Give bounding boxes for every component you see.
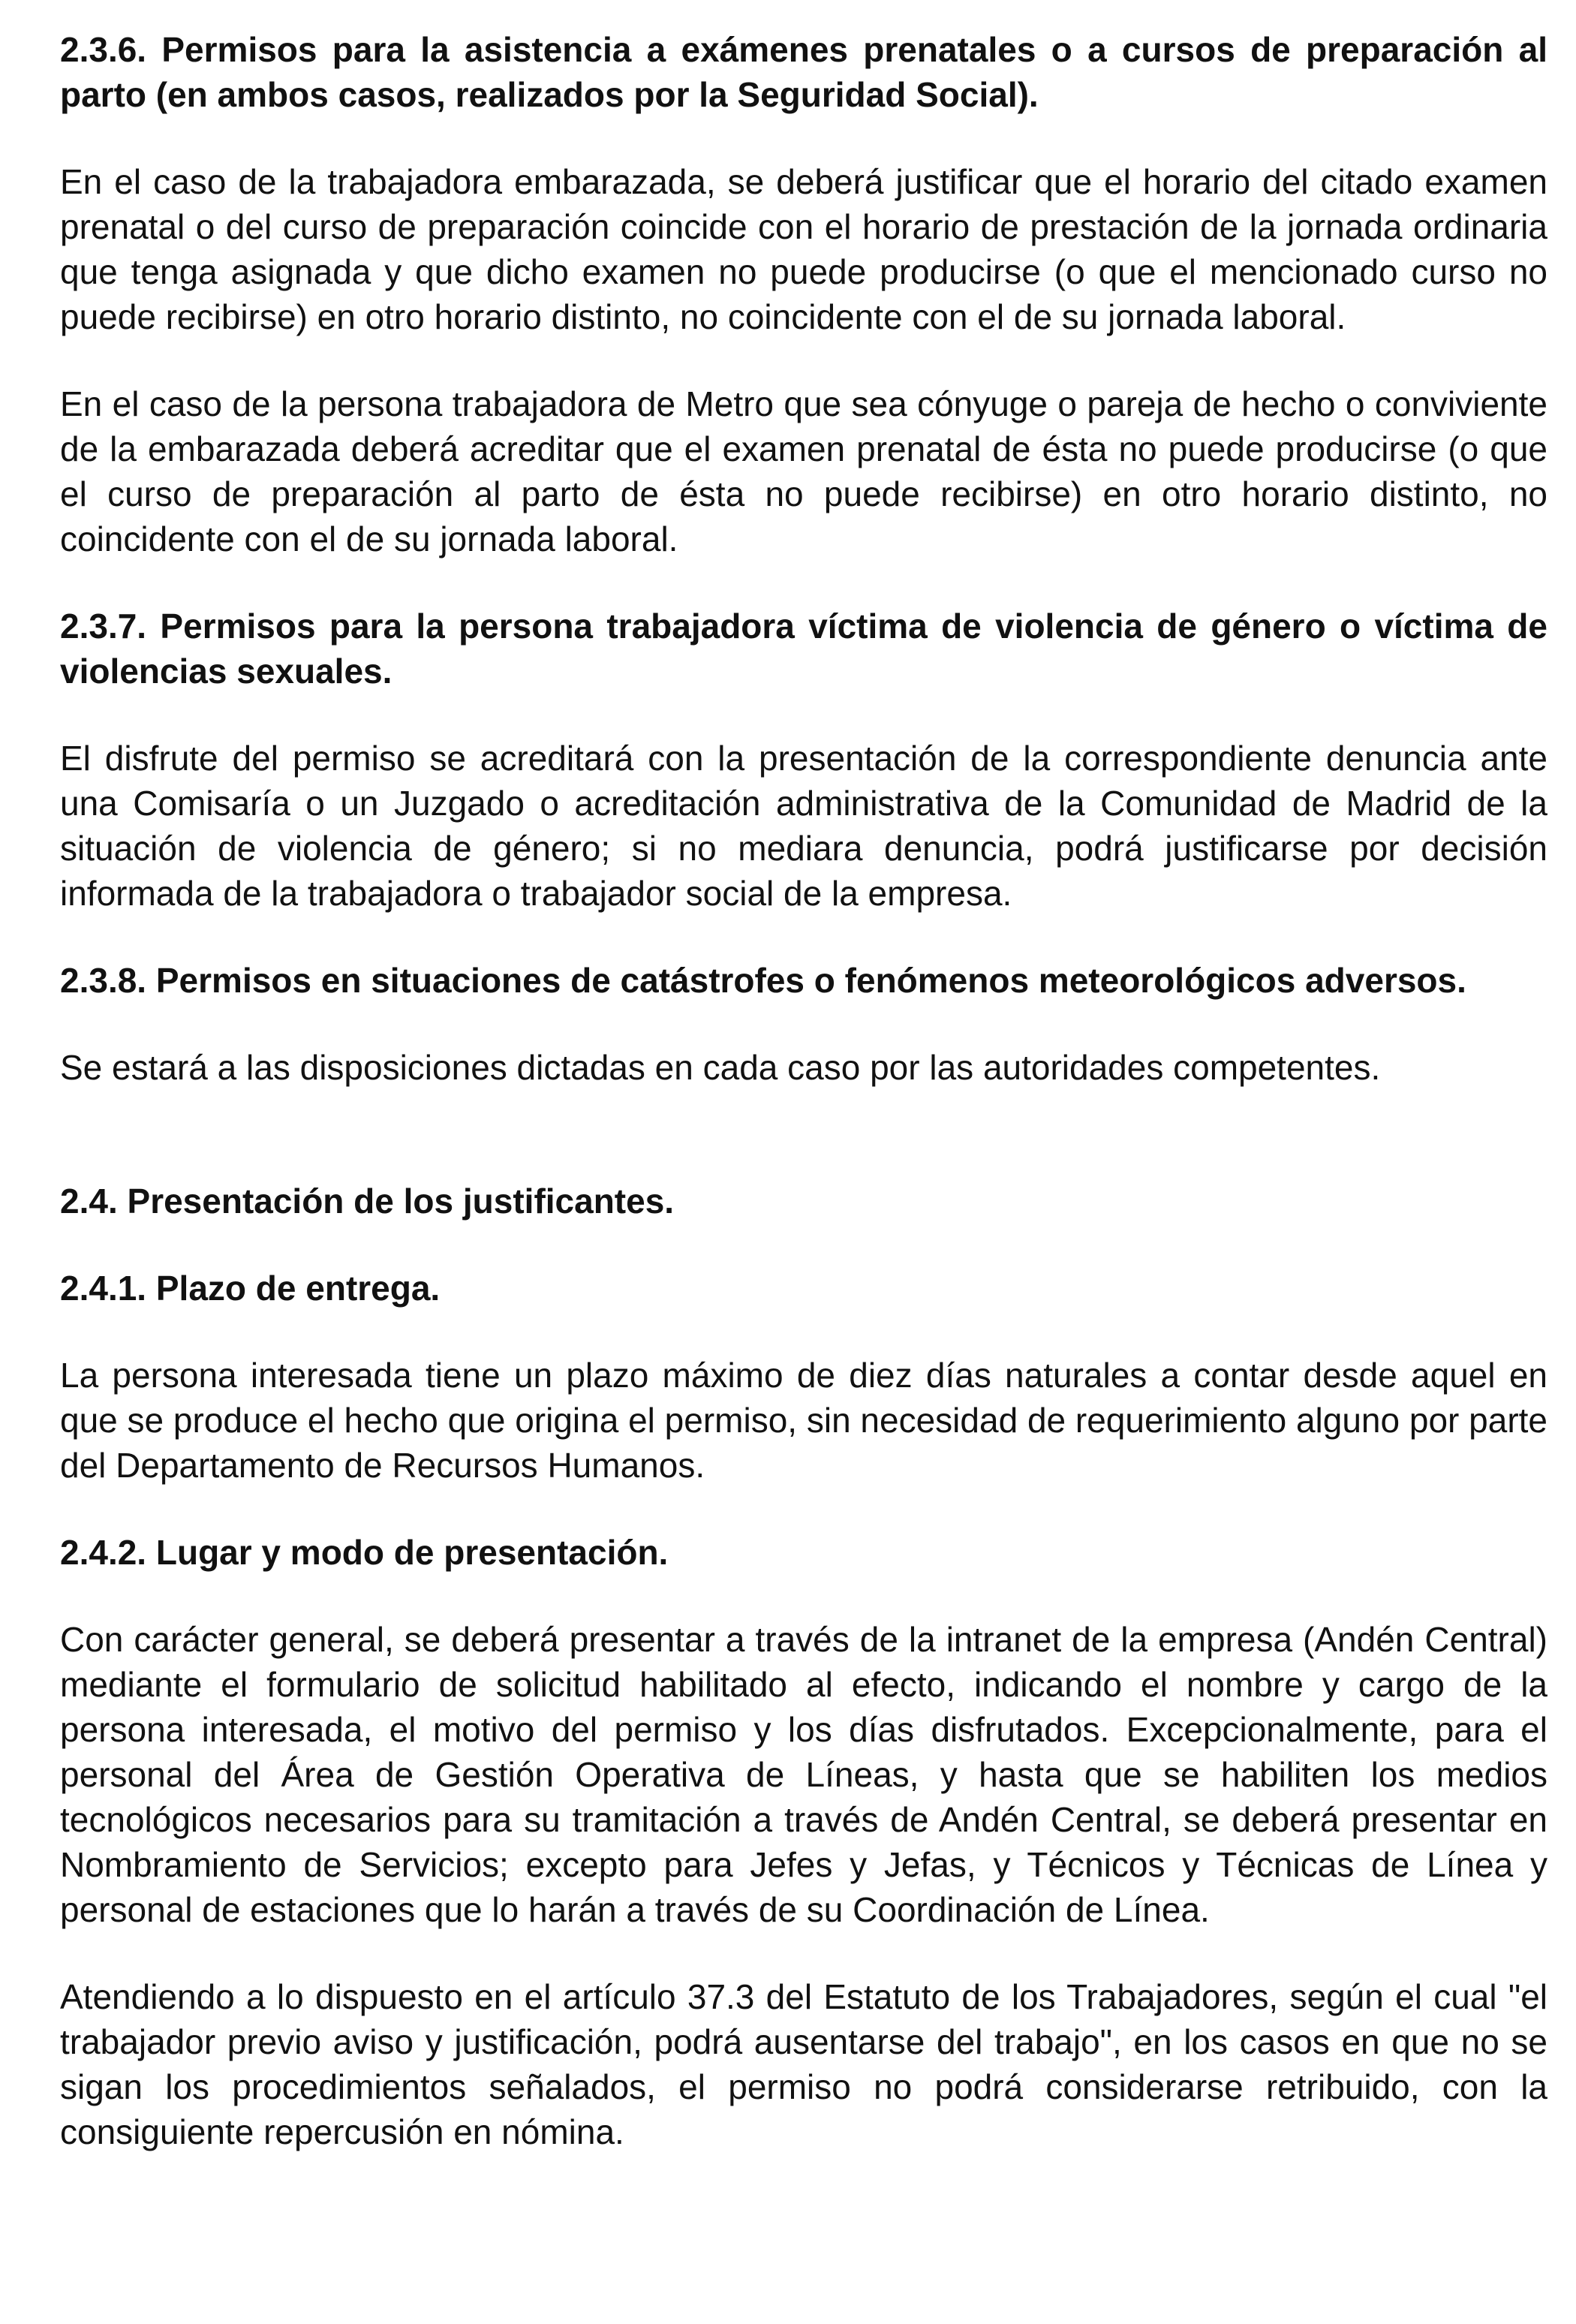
paragraph: La persona interesada tiene un plazo máximo de diez días naturales a contar desde aquel en que se produce el hecho que origina el permiso, sin necesidad de requerimiento alguno por parte del Departamento de Recursos Humanos. [60, 1356, 1547, 1485]
section-heading-2-4-1: 2.4.1. Plazo de entrega. [60, 1269, 441, 1308]
document-page [60, 27, 1547, 2154]
paragraph: Se estará a las disposiciones dictadas en cada caso por las autoridades competentes. [60, 1048, 1381, 1087]
paragraph: El disfrute del permiso se acreditará con la presentación de la correspondiente denuncia ante una Comisaría o un Juzgado o acreditación administrativa de la Comunidad de Madrid de la situación de violencia de género; si no mediara denuncia, podrá justificarse por decisión informada de la trabajadora o trabajador social de la empresa. [60, 739, 1547, 913]
paragraph: En el caso de la persona trabajadora de Metro que sea cónyuge o pareja de hecho o conviviente de la embarazada deberá acreditar que el examen prenatal de ésta no puede producirse (o que el curso de preparación al parto de ésta no puede recibirse) en otro horario distinto, no coincidente con el de su jornada laboral. [60, 384, 1547, 558]
paragraph: En el caso de la trabajadora embarazada, se deberá justificar que el horario del citado examen prenatal o del curso de preparación coincide con el horario de prestación de la jornada ordinaria que tenga asignada y que dicho examen no puede producirse (o que el mencionado curso no puede recibirse) en otro horario distinto, no coincidente con el de su jornada laboral. [60, 162, 1547, 336]
section-heading-2-3-7: 2.3.7. Permisos para la persona trabajadora víctima de violencia de género o víctima de violencias sexuales. [60, 607, 1547, 691]
section-heading-2-3-8: 2.3.8. Permisos en situaciones de catástrofes o fenómenos meteorológicos adversos. [60, 961, 1466, 1000]
paragraph: Con carácter general, se deberá presentar a través de la intranet de la empresa (Andén Central) mediante el formulario de solicitud habilitado al efecto, indicando el nombre y cargo de la persona interesada, el motivo del permiso y los días disfrutados. Excepcionalmente, para el personal del Área de Gestión Operativa de Líneas, y hasta que se habiliten los medios tecnológicos necesarios para su tramitación a través de Andén Central, se deberá presentar en Nombramiento de Servicios; excepto para Jefes y Jefas, y Técnicos y Técnicas de Línea y personal de estaciones que lo harán a través de su Coordinación de Línea. [60, 1620, 1547, 1929]
paragraph: Atendiendo a lo dispuesto en el artículo 37.3 del Estatuto de los Trabajadores, según el cual "el trabajador previo aviso y justificación, podrá ausentarse del trabajo", en los casos en que no se sigan los procedimientos señalados, el permiso no podrá considerarse retribuido, con la consiguiente repercusión en nómina. [60, 1977, 1547, 2151]
section-heading-2-4: 2.4. Presentación de los justificantes. [60, 1182, 675, 1221]
section-heading-2-3-6: 2.3.6. Permisos para la asistencia a exámenes prenatales o a cursos de preparación al parto (en ambos casos, realizados por la Seguridad Social). [60, 30, 1547, 114]
section-heading-2-4-2: 2.4.2. Lugar y modo de presentación. [60, 1533, 669, 1572]
